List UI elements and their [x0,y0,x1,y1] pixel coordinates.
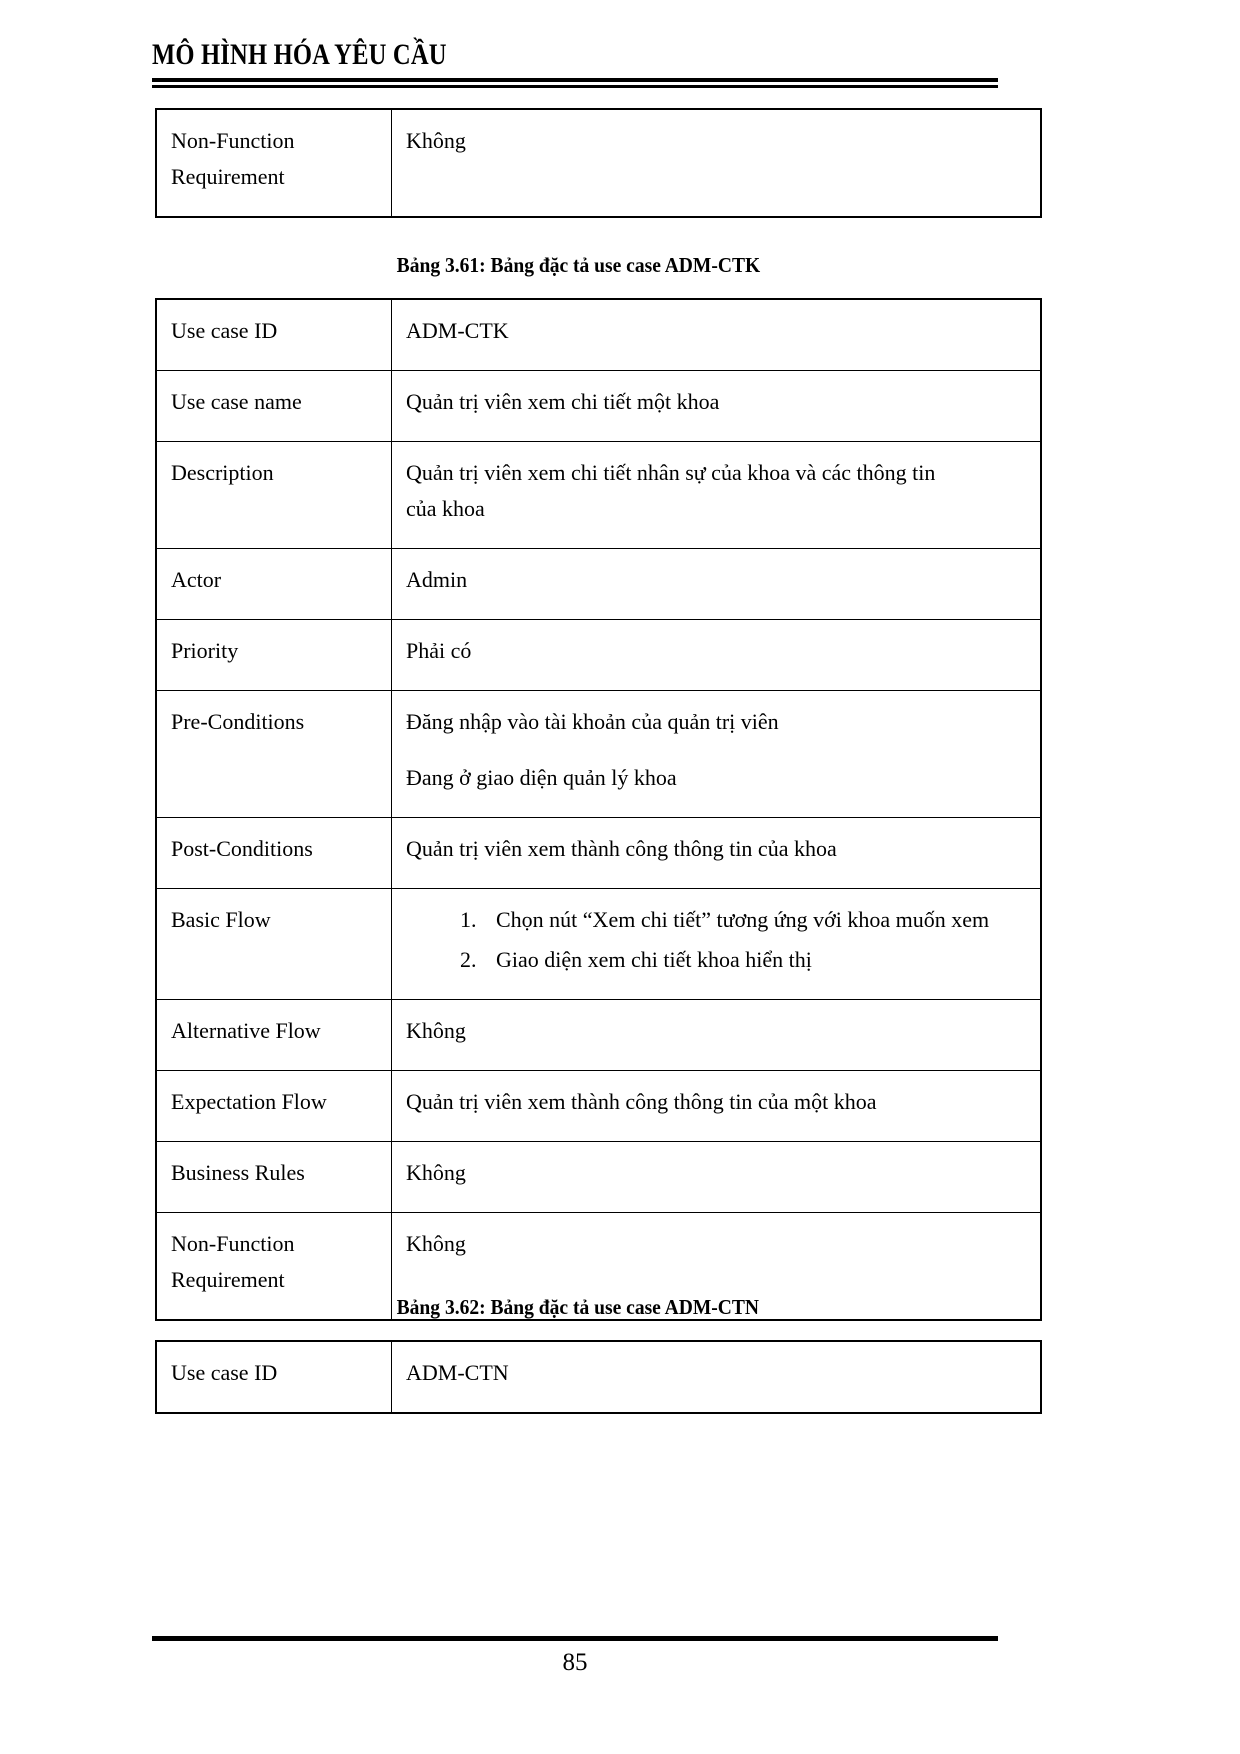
table-row [156,889,1041,1000]
table-row [156,818,1041,889]
caption-table-3-61 [155,252,1001,278]
label-line-2: Requirement [171,1267,285,1292]
basic-flow-step: 1. Chọn nút “Xem chi tiết” tương ứng với khoa muốn xem [482,903,1028,937]
row-value-expectation-flow [392,1071,1042,1142]
label-text: Business Rules [171,1160,305,1185]
label-line-1: Non-Function [171,1231,295,1256]
usecase-table-adm-ctk [155,298,1042,1321]
row-value-use-case-id [392,299,1042,371]
label-line-1: Non-Function [171,128,295,153]
label-text: Description [171,460,274,485]
row-value-use-case-id [392,1341,1042,1413]
value-line-1: Quản trị viên xem chi tiết nhân sự của khoa và các thông tin [406,460,936,485]
value-text: ADM-CTK [406,318,509,343]
value-text: Admin [406,567,468,592]
row-label-pre-conditions [156,691,392,818]
label-text: Use case ID [171,1360,278,1385]
continued-usecase-table-wrapper [155,108,1042,218]
basic-flow-step-list [406,903,1028,977]
row-value-business-rules [392,1142,1042,1213]
row-label-use-case-id [156,299,392,371]
value-text: Không [406,128,466,153]
caption-table-3-62 [155,1294,1001,1320]
row-label-description [156,442,392,549]
label-line-2: Requirement [171,164,285,189]
row-value-pre-conditions [392,691,1042,818]
row-value-priority [392,620,1042,691]
page-header [152,38,998,88]
row-label-actor [156,549,392,620]
row-value-use-case-name [392,371,1042,442]
row-value-description [392,442,1042,549]
row-label-expectation-flow [156,1071,392,1142]
row-label-alternative-flow [156,1000,392,1071]
table-row [156,620,1041,691]
value-line-2: của khoa [406,496,485,521]
value-text: ADM-CTN [406,1360,509,1385]
footer-rule [152,1636,998,1641]
value-line-1: Đăng nhập vào tài khoản của quản trị viên [406,709,779,734]
row-value-post-conditions [392,818,1042,889]
header-double-rule [152,78,998,88]
row-value-basic-flow [392,889,1042,1000]
value-text: Quản trị viên xem thành công thông tin của khoa [406,836,837,861]
row-label-non-function-requirement [156,109,392,217]
table-row [156,371,1041,442]
table-row [156,691,1041,818]
table-row [156,1000,1041,1071]
row-label-post-conditions [156,818,392,889]
basic-flow-step: 2. Giao diện xem chi tiết khoa hiển thị [482,943,1028,977]
row-label-use-case-id [156,1341,392,1413]
usecase-table-adm-ctn [155,1340,1042,1414]
label-text: Alternative Flow [171,1018,321,1043]
row-label-use-case-name [156,371,392,442]
running-header-title: MÔ HÌNH HÓA YÊU CẦU [152,38,447,71]
caption-text: Bảng 3.61: Bảng đặc tả use case ADM-CTK [396,253,760,277]
label-text: Post-Conditions [171,836,313,861]
label-text: Pre-Conditions [171,709,305,734]
label-text: Actor [171,567,222,592]
usecase-table-adm-ctk-wrapper [155,298,1042,1321]
table-row [156,1142,1041,1213]
value-text: Quản trị viên xem chi tiết một khoa [406,389,720,414]
row-label-basic-flow [156,889,392,1000]
table-row [156,109,1041,217]
page-number: 85 [562,1649,588,1676]
value-text: Không [406,1231,466,1256]
row-value-non-function-requirement [392,109,1042,217]
value-text: Không [406,1160,466,1185]
row-value-actor [392,549,1042,620]
table-row [156,1071,1041,1142]
table-row [156,442,1041,549]
label-text: Priority [171,638,239,663]
row-label-priority [156,620,392,691]
label-text: Use case ID [171,318,278,343]
value-line-2: Đang ở giao diện quản lý khoa [406,765,677,790]
label-text: Basic Flow [171,907,271,932]
table-row [156,299,1041,371]
caption-text: Bảng 3.62: Bảng đặc tả use case ADM-CTN [396,1295,760,1319]
continued-usecase-table [155,108,1042,218]
usecase-table-adm-ctn-wrapper [155,1340,1042,1414]
value-text: Quản trị viên xem thành công thông tin của một khoa [406,1089,877,1114]
value-text: Không [406,1018,466,1043]
label-text: Expectation Flow [171,1089,327,1114]
value-text: Phải có [406,638,472,663]
row-value-alternative-flow [392,1000,1042,1071]
label-text: Use case name [171,389,302,414]
table-row [156,1341,1041,1413]
table-row [156,549,1041,620]
row-label-business-rules [156,1142,392,1213]
